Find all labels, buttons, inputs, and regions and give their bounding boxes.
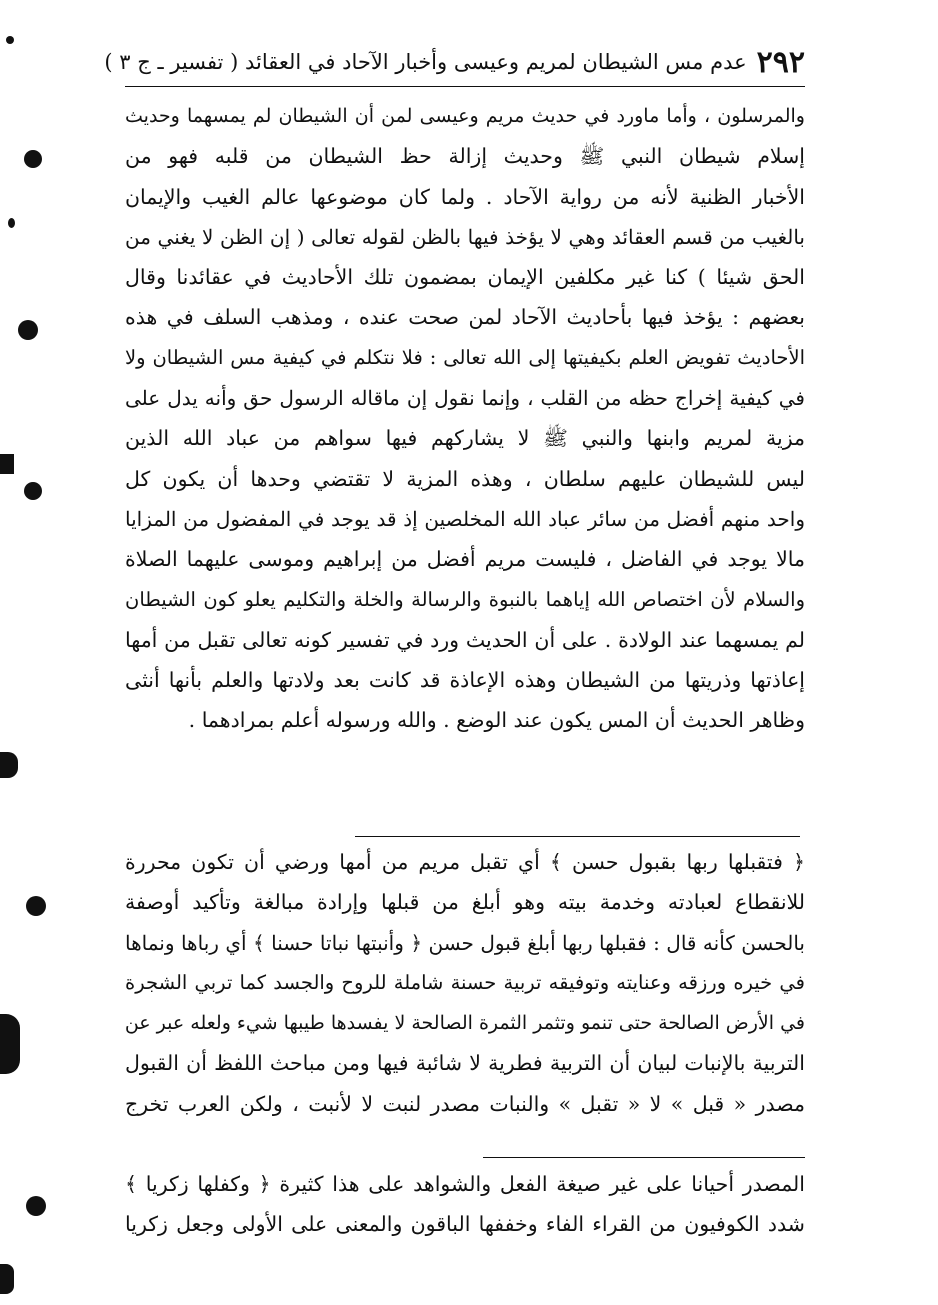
scan-edge-mark: [0, 752, 18, 778]
body-line: إعاذتها وذريتها من الشيطان وهذه الإعاذة قد كانت بعد ولادتها والعلم بأنها أنثى: [125, 668, 805, 693]
body-line: الأحاديث تفويض العلم بكيفيتها إلى الله تعالى : فلا نتكلم في كيفية مس الشيطان ولا: [125, 345, 805, 369]
body-line: والمرسلون ، وأما ماورد في حديث مريم وعيسى لمن أن الشيطان لم يمسهما وحديث: [125, 105, 805, 127]
scan-edge-mark: [0, 454, 14, 474]
body-line: مزية لمريم وابنها والنبي ﷺ لا يشاركهم فيها سواهم من عباد الله الذين: [125, 426, 805, 451]
header-rule: [125, 86, 805, 87]
page-header: [104, 40, 805, 84]
body-line: وظاهر الحديث أن المس يكون عند الوضع . والله ورسوله أعلم بمرادهما .: [188, 708, 805, 733]
scan-edge-mark: [0, 1014, 20, 1074]
body-line: واحد منهم أفضل من سائر عباد الله المخلصين إذ قد يوجد في المفضول من المزايا: [125, 506, 805, 531]
scan-blot: [18, 320, 38, 340]
body-line: مالا يوجد في الفاضل ، فليست مريم أفضل من إبراهيم وموسى عليهما الصلاة: [125, 547, 805, 572]
body-line: إسلام شيطان النبي ﷺ وحديث إزالة حظ الشيطان من قلبه فهو من: [125, 144, 805, 169]
body-line: والسلام لأن اختصاص الله إياهما بالنبوة والرسالة والخلة والتكليم يعلو كون الشيطان: [125, 587, 805, 611]
tafsir-line: مصدر « قبل » لا « تقبل » والنبات مصدر لنبت لا لأنبت ، ولكن العرب تخرج: [125, 1091, 805, 1116]
tafsir-paragraph: [125, 842, 805, 1124]
tafsir-line: في الأرض الصالحة حتى تنمو وتثمر الثمرة الصالحة لا يفسدها طيبها شيء ولعله عبر عن: [124, 1012, 805, 1035]
body-line: بالغيب من قسم العقائد وهي لا يؤخذ فيها بالظن لقوله تعالى ( إن الظن لا يغني من: [125, 224, 805, 249]
running-title: عدم مس الشيطان لمريم وعيسى وأخبار الآحاد في العقائد ( تفسير ـ ج ٣ ): [104, 50, 747, 74]
scan-blot: [8, 218, 15, 228]
body-paragraph: [125, 96, 805, 741]
footnote-line: المصدر أحيانا على غير صيغة الفعل والشواهد على هذا كثيرة ﴿ وكفلها زكريا ﴾: [125, 1172, 805, 1196]
tafsir-line: للانقطاع لعبادته وخدمة بيته وهو أبلغ من قبلها وإرادة مبالغة وتأكيد أوصفة: [125, 890, 805, 915]
tafsir-line: في خيره ورزقه وعنايته وتوفيقه تربية حسنة شاملة للروح والجسد كما تربي الشجرة: [125, 970, 805, 994]
footnote: [125, 1164, 805, 1245]
body-line: الأخبار الظنية لأنه من رواية الآحاد . ولما كان موضوعها عالم الغيب والإيمان: [125, 184, 805, 209]
scan-blot: [26, 896, 46, 916]
scan-blot: [6, 36, 14, 44]
footnote-rule: [483, 1157, 805, 1158]
paragraph-separator: [355, 836, 800, 837]
footnote-line: شدد الكوفيون من القراء الفاء وخففها الباقون والمعنى على الأولى وجعل زكريا: [125, 1212, 805, 1237]
tafsir-line: بالحسن كأنه قال : فقبلها ربها أبلغ قبول حسن ﴿ وأنبتها نباتا حسنا ﴾ أي رباها ونماها: [125, 930, 805, 955]
scan-blot: [24, 150, 42, 168]
scan-blot: [26, 1196, 46, 1216]
body-line: لم يمسهما عند الولادة . على أن الحديث ورد في تفسير كونه تعالى تقبل من أمها: [125, 627, 805, 652]
body-line: بعضهم : يؤخذ فيها بأحاديث الآحاد لمن صحت عنده ، ومذهب السلف في هذه: [125, 305, 805, 330]
body-line: الحق شيئا ) كنا غير مكلفين الإيمان بمضمون تلك الأحاديث في عقائدنا وقال: [125, 265, 805, 290]
tafsir-line: التربية بالإنبات لبيان أن التربية فطرية لا شائبة فيها ومن مباحث اللفظ أن القبول: [125, 1051, 805, 1076]
tafsir-line: ﴿ فتقبلها ربها بقبول حسن ﴾ أي تقبل مريم من أمها ورضي أن تكون محررة: [125, 850, 805, 874]
scan-blot: [24, 482, 42, 500]
body-line: ليس للشيطان عليهم سلطان ، وهذه المزية لا تقتضي وحدها أن يكون كل: [125, 466, 805, 491]
page-number: ٢٩٢: [756, 44, 805, 80]
body-line: في كيفية إخراج حظه من القلب ، وإنما نقول إن ماقاله الرسول حق وأنه يدل على: [125, 386, 805, 411]
scan-edge-mark: [0, 1264, 14, 1294]
